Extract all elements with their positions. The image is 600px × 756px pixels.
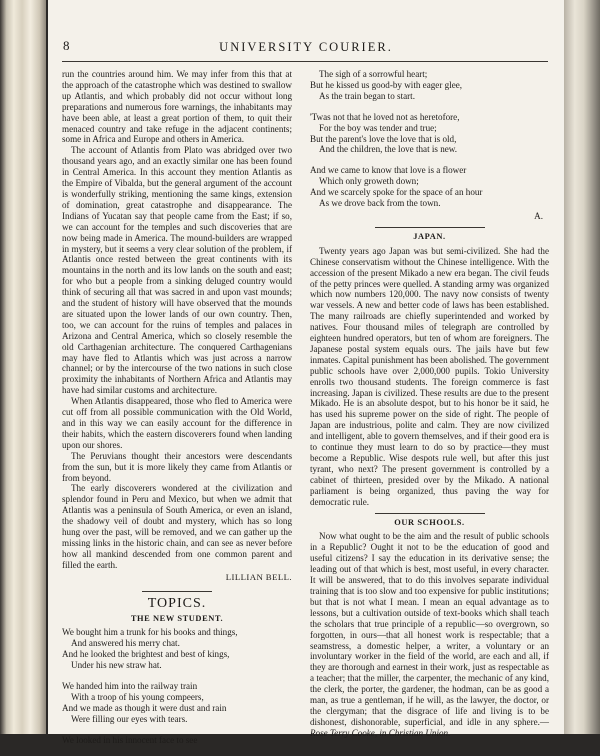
journal-page [48, 0, 564, 745]
poem-line: But the parent's love the love that is old, [310, 133, 457, 144]
schools-text: Now what ought to be the aim and the result of public schools in a Republic? Ought it not to be the education of good and useful citizens? I say the education in its derivative sense; the leading out of that which is best, most useful, in every character. It will be answered, that to do this involves separate individual training that is too slow and too expensive for public institutions; but that is not what I mean. I mean an equal advantage as to lessons, but a cultivation outside of text-books which shall teach the scholars that true principle of a republic—so overgrown, so forgotten, in ours—that all honest work is respectable; that a seamstress, a domestic helper, a writer, a voluntary or an involuntary worker in the field of the world, are each and all, if they are thorough and earnest in their work, just as respectable as a teacher; that the miller, the carpenter, the mechanic of any kind, the clerk, the porter, the gardener, the hodman, can be as good a man, as true a gentleman, if he will, as the lawyer, the doctor, or the clergyman; that the disgrace of life and living is to be dishonest, dishonorable, superficial, and idle in any sphere.— [310, 531, 549, 727]
poem-line: We handed him into the railway train [62, 681, 198, 692]
poem-stanza [310, 112, 549, 156]
schools-credit: Rose Terry Cooke, in Christian Union. [310, 727, 451, 738]
schools-heading: OUR SCHOOLS. [394, 517, 465, 527]
poem-line: And the children, the love that is new. [319, 144, 458, 155]
poem-line: 'Twas not that he loved not as heretofore, [310, 111, 460, 122]
book-binding [0, 0, 46, 734]
right-column [310, 69, 549, 739]
author-signature: LILLIAN BELL. [225, 571, 292, 582]
poem-stanza [62, 627, 292, 671]
section-divider [375, 227, 485, 228]
poem-line: But he kissed us good-by with eager glee, [310, 79, 463, 90]
poem-line: For the boy was tender and true; [319, 122, 437, 133]
header-rule [62, 61, 548, 62]
poem-line: And he looked the brightest and best of kings, [62, 649, 230, 660]
poem-line: We looked in his innocent face to see [62, 734, 198, 745]
poem-line: Under his new straw hat. [71, 660, 162, 671]
poem-line: And we came to know that love is a flower [310, 165, 467, 176]
atlantis-paragraph: run the countries around him. We may infer from this that at the approach of the catastrophe which was destined to swallow up Atlantis, and which probably did not occur without long preparations and numerous fore warnings, the inhabitants may have been able, at least a great portion of them, to quit their menaced country and take refuge in the adjacent continents; some in Africa and Europe and others in America. [62, 69, 292, 145]
poem-line: And we made as though it were dust and rain [62, 702, 227, 713]
poem-author-initial: A. [534, 210, 543, 221]
section-divider [142, 591, 212, 592]
poem-stanza [310, 165, 549, 209]
schools-paragraph [310, 531, 549, 738]
poem-line: With a troop of his young compeers, [71, 691, 204, 702]
japan-paragraph: Twenty years ago Japan was but semi-civilized. She had the Chinese conservatism without the Chinese intelligence. With the accession of the present Mikado a new era began. The civil feuds of the petty princes were quelled. A standing army was organized which now numbers 120,000. The navy now consists of twenty war vessels. A new and better code of laws has been established. The many railroads are chiefly superintended and worked by natives. Four thousand miles of telegraph are controlled by eighteen hundred operators, but ten of whom are foreigners. The Japanese postal system equals ours. The jails have but few inmates. Capital punishment has been abolished. The government public schools have over 2,000,000 pupils. Tokio University enrolls two thousand students. The foreign commerce is fast increasing. Japan is civilized. These results are due to the present Mikado. He is an absolute despot, but to his honor be it said, he has used his supreme power on the side of right. The people of Japan are industrious, polite and calm. They are now civilized and intelligent, able to govern themselves, and if their good era is to continue they must learn to do so by practice—they must become a Republic. Wise despots rule well, but after this just tyrant, who next? The present government is controlled by a cabinet of thirteen, presided over by the Mikado. A national parliament is being organized, thus paving the way for democratic rule. [310, 245, 549, 507]
poem-stanza [62, 735, 292, 746]
poem-line: Which only groweth down; [319, 176, 419, 187]
left-column [62, 69, 292, 756]
poem-title: THE NEW STUDENT. [130, 613, 224, 623]
running-title: UNIVERSITY COURIER. [219, 40, 393, 54]
atlantis-paragraph: When Atlantis disappeared, those who fled to America were cut off from all possible communication with the Old World, and in this way we can easily account for the difference in their habits, which the eastern discoverers found when landing upon our shores. [62, 396, 292, 450]
poem-line: We bought him a trunk for his books and things, [62, 627, 238, 638]
poem-line: And answered his merry chat. [71, 638, 180, 649]
poem-stanza [310, 69, 549, 102]
poem-line: Were filling our eyes with tears. [71, 713, 188, 724]
poem-stanza [62, 681, 292, 725]
atlantis-paragraph: The account of Atlantis from Plato was abridged over two thousand years ago, and an exactly similar one has been found in Central America. In this account they mention Atlantis as the Empire of Vibalda, but the general argument of the account is wonderfully striking, mentioning the same kings, extension of domination, great catastrophe and disappearance. The Indians of Yucatan say that people came from the East; if so, we can account for the temples and such discoveries that are now being made in America. The mound-builders are wrapped in mystery, but it seems a very clear solution of the problem, if Atlantis once rested between the great continents with its mountains in the north and its low lands on the south and east; for who but a people from a sinking deluged country would think of securing all that was sacred in and upon vast mounds; and the student of history will have observed that the mounds are situated upon the lower lands of our own country. Then, too, we can account for the ruins of temples and palaces in Arizona and Central America, which so closely resemble the old Carthagenian architecture. The conquered Carthagenians may have fled to Atlantis which was just across a narrow channel; or by the intercourse of the two nations in such close proximity the inhabitants of Northern Africa and Atlantis may have had similar customs and architecture. [62, 145, 292, 396]
poem-line: As the train began to start. [319, 90, 415, 101]
adjacent-page-edge [564, 0, 600, 734]
poem-line: The sigh of a sorrowful heart; [319, 69, 428, 79]
japan-heading: JAPAN. [413, 231, 446, 241]
poem-line: And we scarcely spoke for the space of an hour [310, 187, 483, 198]
atlantis-paragraph: The early discoverers wondered at the civilization and splendor found in Peru and Mexico, but when we admit that Atlantis was a peninsula of South America, or even an island, the shadowy veil of doubt and mystery, which has so long hung over the past, will be removed, and we can gather up the missing links in the historic chain, and can see as never before how all mankind descended from one common parent and filled the earth. [62, 483, 292, 570]
topics-heading: TOPICS. [147, 595, 207, 611]
page-number: 8 [63, 38, 70, 53]
atlantis-paragraph: The Peruvians thought their ancestors were descendants from the sun, but it is more likely they came from Atlantis or from beyond. [62, 450, 292, 483]
poem-line: As we drove back from the town. [319, 198, 441, 209]
section-divider [375, 513, 485, 514]
